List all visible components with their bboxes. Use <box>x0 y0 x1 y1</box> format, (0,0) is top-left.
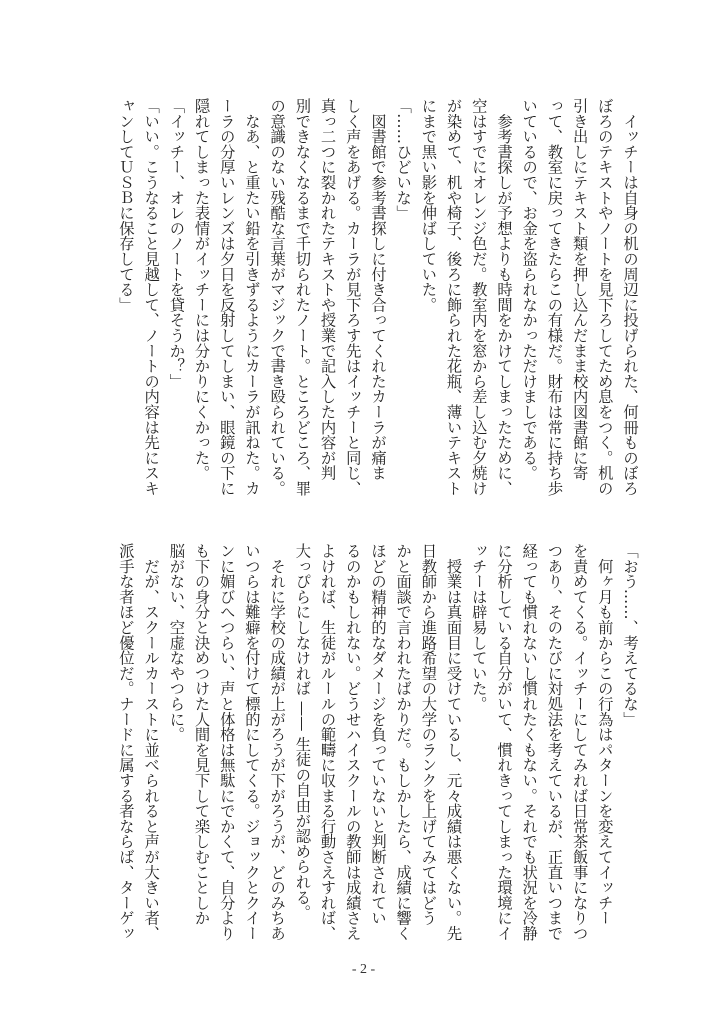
text-line: 図書館で参考書探しに付き合ってくれたカーラが痛ま <box>368 98 387 481</box>
text-line: 引き出しにテキスト類を押し込んだまま校内図書館に寄 <box>570 98 589 481</box>
text-line: 真っ二つに裂かれたテキストや授業で記入した内容が判 <box>318 98 337 481</box>
text-line: ーラの分厚いレンズは夕日を反射してしまい、眼鏡の下に <box>217 98 236 496</box>
text-line: 何ヶ月も前からこの行為はパターンを変えてイッチー <box>595 543 614 926</box>
text-line: 日教師から進路希望の大学のランクを上げてみてはどう <box>419 543 438 926</box>
text-line: 「おう……、考えてるな」 <box>621 543 639 727</box>
text-line: って、教室に戻ってきたらこの有様だ。財布は常に持ち歩 <box>545 98 564 496</box>
text-line: 派手な者ほど優位だ。ナードに属する者ならば、ターゲッ <box>116 543 135 941</box>
text-line: だが、スクールカーストに並べられると声が大きい者、 <box>142 543 161 941</box>
text-line: しく声をあげる。カーラが見下ろす先はイッチーと同じ、 <box>343 98 362 496</box>
text-line: ャンしてＵＳＢに保存してる」 <box>116 98 135 313</box>
text-line: なあ、と重たい鉛を引きずるようにカーラが訊ねた。カ <box>242 98 261 496</box>
text-block-top <box>113 98 642 498</box>
text-line: いつらは難癖を付けて標的にしてくる。ジョックとクイー <box>242 543 261 941</box>
text-line: ンに媚びへつらい、声と体格は無駄にでかくて、自分より <box>217 543 236 941</box>
text-line: ぼろのテキストやノートを見下ろしてため息をつく。机の <box>595 98 614 496</box>
page-number: - 2 - <box>351 962 376 977</box>
text-line: も下の身分と決めつけた人間を見下して楽しむことしか <box>192 543 211 926</box>
text-line: かと面談で言われたばかりだ。もしかしたら、成績に響く <box>394 543 413 941</box>
text-line: るのかもしれない。どうせハイスクールの教師は成績さえ <box>343 543 362 941</box>
text-line: 授業は真面目に受けているし、元々成績は悪くない。先 <box>444 543 463 941</box>
text-line: 大っぴらにしなければ —— 生徒の自由が認められる。 <box>293 543 312 920</box>
text-line: イッチーは自身の机の周辺に投げられた、何冊ものぼろ <box>621 98 639 496</box>
text-line: 「いい。こうなること見越して、ノートの内容は先にスキ <box>142 98 161 496</box>
text-line: よければ、生徒がルールの範疇に収まる行動さえすれば、 <box>318 543 337 941</box>
text-line: 経っても慣れないし慣れたくもない。それでも状況を冷静 <box>520 543 539 941</box>
text-line: 脳がない、空虚なやつらに。 <box>167 543 186 742</box>
text-line: ほどの精神的なダメージを負っていないと判断されてい <box>368 543 387 926</box>
text-line: 空はすでにオレンジ色だ。教室内を窓から差し込む夕焼け <box>469 98 488 496</box>
text-line: いているので、お金を盗られなかっただけましである。 <box>520 98 539 481</box>
text-line: つあり、そのたびに対処法を考えているが、正直いつまで <box>545 543 564 941</box>
text-line: にまで黒い影を伸ばしていた。 <box>419 98 438 313</box>
text-line: それに学校の成績が上がろうが下がろうが、どのみちあ <box>268 543 287 941</box>
text-line: を責めてくる。イッチーにしてみれば日常茶飯事になりつ <box>570 543 589 941</box>
text-line: 隠れてしまった表情がイッチーには分かりにくかった。 <box>192 98 211 481</box>
text-block-bottom <box>113 543 642 943</box>
text-line: 別できなくなるまで千切られたノート。ところどころ、罪 <box>293 98 312 496</box>
text-line: に分析している自分がいて、慣れきってしまった環境にイ <box>494 543 513 941</box>
text-line: ッチーは辟易していた。 <box>469 543 488 712</box>
text-line: 「イッチー、オレのノートを貸そうか？」 <box>167 98 186 389</box>
text-line: が染めて、机や椅子、後ろに飾られた花瓶、薄いテキスト <box>444 98 463 496</box>
text-line: の意識のない残酷な言葉がマジックで書き殴られている。 <box>268 98 287 496</box>
text-line: 「……ひどいな」 <box>394 98 413 221</box>
text-line: 参考書探しが予想よりも時間をかけてしまったために、 <box>494 98 513 496</box>
